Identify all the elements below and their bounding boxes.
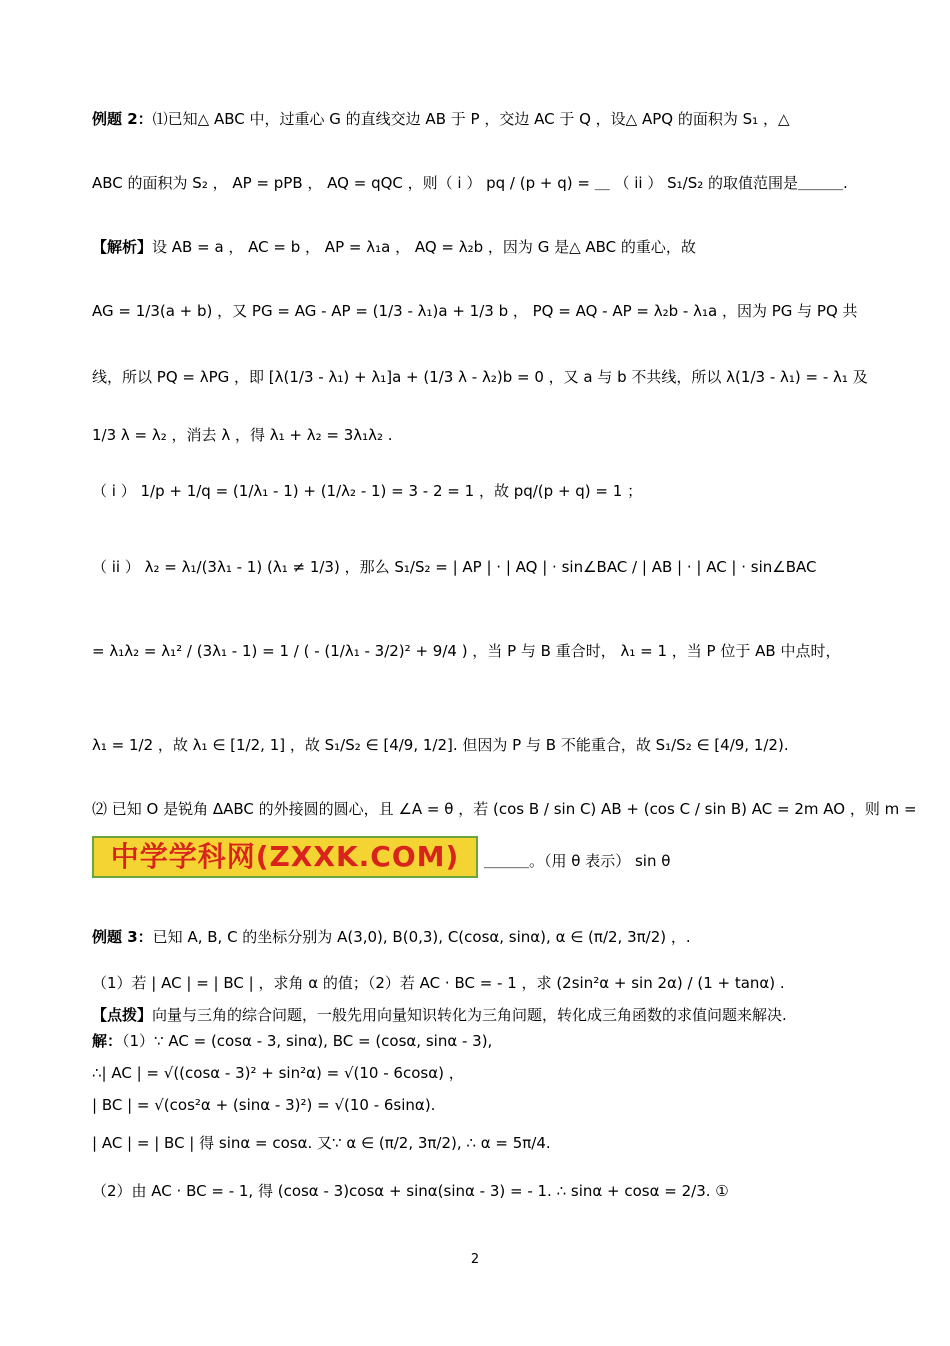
ex3-line-1 (92, 926, 860, 948)
ex3-solution-5: （2）由 AC · BC = - 1, 得 (cosα - 3)cosα + sinα(sinα - 3) = - 1. ∴ sinα + cosα = 2/3. ① (92, 1182, 729, 1200)
ex2-problem-1: ⑴已知△ ABC 中，过重心 G 的直线交边 AB 于 P ，交边 AC 于 Q ，设△ APQ 的面积为 S₁ ，△ (152, 110, 790, 128)
ex3-line-2: （1）若 | AC | = | BC | ，求角 α 的值；（2）若 AC · BC = - 1 ，求 (2sin²α + sin 2α) / (1 + tanα) . (92, 974, 785, 992)
ex3-tip-label: 【点拨】 (92, 1006, 153, 1024)
ex2-solution-2: AG = 1/3(a + b) ，又 PG = AG - AP = (1/3 - λ₁)a + 1/3 b ， PQ = AQ - AP = λ₂b - λ₁a ，因为 PG 与 PQ 共 (92, 302, 858, 320)
ex2-solution-3: 线，所以 PQ = λPG ，即 [λ(1/3 - λ₁) + λ₁]a + (1/3 λ - λ₂)b = 0 ，又 a 与 b 不共线，所以 λ(1/3 - λ₁) = - λ₁ 及 (92, 368, 868, 386)
ex2-solution-8: λ₁ = 1/2 ，故 λ₁ ∈ [1/2, 1] ，故 S₁/S₂ ∈ [4/9, 1/2]. 但因为 P 与 B 不能重合，故 S₁/S₂ ∈ [4/9, 1/2). (92, 736, 789, 754)
ex3-problem-1: 已知 A, B, C 的坐标分别为 A(3,0), B(0,3), C(cosα, sinα), α ∈ (π/2, 3π/2) ，. (152, 928, 691, 946)
ex2-solution-label: 【解析】 (92, 238, 153, 256)
ex3-solution-text-1: （1）∵ AC = (cosα - 3, sinα), BC = (cosα, sinα - 3), (122, 1032, 493, 1050)
ex2-solution-5: （ i ） 1/p + 1/q = (1/λ₁ - 1) + (1/λ₂ - 1) = 3 - 2 = 1 ，故 pq/(p + q) = 1 ； (92, 482, 643, 500)
ex3-solution-4: | AC | = | BC | 得 sinα = cosα. 又∵ α ∈ (π/2, 3π/2), ∴ α = 5π/4. (92, 1134, 551, 1152)
ex2-solution-1 (92, 236, 860, 258)
ex3-tip (92, 1004, 860, 1026)
zxxk-watermark-logo: 中学学科网(ZXXK.COM) (92, 836, 478, 878)
ex3-solution-1 (92, 1030, 860, 1052)
ex2-line-2: ABC 的面积为 S₂ ， AP = pPB ， AQ = qQC ，则（ i ） pq / (p + q) = ＿ （ ii ） S₁/S₂ 的取值范围是＿＿＿. (92, 174, 848, 192)
ex2-solution-7: = λ₁λ₂ = λ₁² / (3λ₁ - 1) = 1 / ( - (1/λ₁ - 3/2)² + 9/4 ) ，当 P 与 B 重合时， λ₁ = 1 ，当 P 位于 AB 中点时， (92, 642, 841, 660)
ex2-title: 例题 2： (92, 110, 153, 128)
ex2-solution-text-1: 设 AB = a ， AC = b ， AP = λ₁a ， AQ = λ₂b ，因为 G 是△ ABC 的重心，故 (152, 238, 696, 256)
ex3-tip-text: 向量与三角的综合问题，一般先用向量知识转化为三角问题，转化成三角函数的求值问题来解决. (152, 1006, 787, 1024)
ex3-solution-3: | BC | = √(cos²α + (sinα - 3)²) = √(10 - 6sinα). (92, 1096, 436, 1114)
ex2-part-2-line-2: ＿＿＿。（用 θ 表示） sin θ (484, 852, 671, 870)
ex2-part-2-line-1: ⑵ 已知 O 是锐角 ΔABC 的外接圆的圆心，且 ∠A = θ ，若 (cos B / sin C) AB + (cos C / sin B) AC = 2m AO ，则 m = (92, 800, 917, 818)
ex2-solution-6: （ ii ） λ₂ = λ₁/(3λ₁ - 1) (λ₁ ≠ 1/3) ，那么 S₁/S₂ = | AP | · | AQ | · sin∠BAC / | AB | · | AC | · sin∠BAC (92, 558, 817, 576)
ex2-solution-4: 1/3 λ = λ₂ ，消去 λ ，得 λ₁ + λ₂ = 3λ₁λ₂ . (92, 426, 393, 444)
ex3-title: 例题 3： (92, 928, 153, 946)
page-number: 2 (470, 1252, 480, 1267)
ex3-solution-2: ∴| AC | = √((cosα - 3)² + sin²α) = √(10 - 6cosα) ， (92, 1064, 464, 1082)
ex3-solution-label: 解： (92, 1032, 123, 1050)
ex2-line-1 (92, 108, 860, 130)
